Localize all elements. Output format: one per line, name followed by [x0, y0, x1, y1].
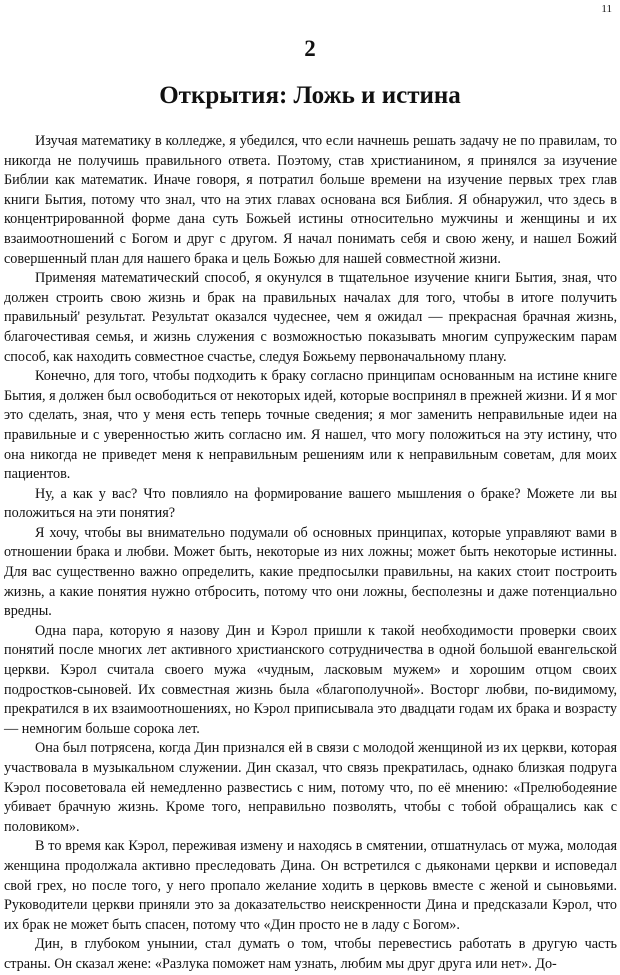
paragraph: Одна пара, которую я назову Дин и Кэрол пришли к такой необходимости проверки своих понятий после многих лет активного христианского сотрудничества в одной большой евангельской церкви. Кэрол считала своего мужа «чудным, ласковым мужем» и хорошим отцом своих подростков-сыновей. Их совместная жизнь была «благополучной». Восторг любви, по-видимому, прекратился в их взаимоотношениях, но Кэрол приписывала это двадцати годам их брака и возрасту — немногим больше сорока лет.: [4, 622, 617, 737]
paragraph: Дин, в глубоком унынии, стал думать о том, чтобы перевестись работать в другую часть страны. Он сказал жене: «Разлука поможет нам узнать, любим мы друг друга или нет». До-: [4, 936, 617, 972]
page-number: 11: [601, 3, 612, 15]
paragraph: Применяя математический способ, я окунулся в тщательное изучение книги Бытия, зная, что должен строить свою жизнь и брак на правильных началах для того, чтобы в итоге получить правильный' результат. Результат оказался чудеснее, чем я ожидал — прекрасная брачная жизнь, благочестивая семья, и жизнь служения с возможностью показывать многим супружеским парам способ, как находить совместное счастье, следуя Божьему первоначальному плану.: [4, 270, 617, 365]
paragraph: Изучая математику в колледже, я убедился, что если начнешь решать задачу не по правилам, то никогда не получишь правильного ответа. Поэтому, став христианином, я принялся за изучение Библии как математик. Иначе говоря, я потратил больше времени на изучение первых трех глав книги Бытия, потому что знал, что на этих главах основана вся Библия. Я обнаружил, что здесь в концентрированной форме дана суть Божьей истины относительно мужчины и женщины и их взаимоотношений с Богом и друг с другом. Я начал понимать себя и свою жену, и нашел Божий совершенный план для нашего брака и цель Божью для нашей совместной жизни.: [4, 133, 617, 267]
paragraph: В то время как Кэрол, переживая измену и находясь в смятении, отшатнулась от мужа, молодая женщина продолжала активно преследовать Дина. Он встретился с дьяконами церкви и исповедал свой грех, но после того, у него пропало желание ходить в церковь вместе с женой и сыновьями. Руководители церкви приняли это за доказательство неискренности Дина и предсказали Кэрол, что их брак не может быть спасен, потому что «Дин просто не в ладу с Богом».: [4, 838, 617, 933]
chapter-number: 2: [304, 36, 316, 61]
paragraph: Я хочу, чтобы вы внимательно подумали об основных принципах, которые управляют вами в отношении брака и любви. Может быть, некоторые из них ложны; может быть некоторые истинны. Для вас существенно важно определить, какие предпосылки правильны, на каких стоит построить жизнь, а какие понятия нужно отбросить, потому что они ложны, бесполезны и даже потенциально вредны.: [4, 524, 617, 620]
chapter-body: [4, 132, 617, 975]
paragraph: Она был потрясена, когда Дин признался ей в связи с молодой женщиной из их церкви, которая участвовала в музыкальном служении. Дин сказал, что связь прекратилась, однако близкая подруга Кэрол посоветовала ей немедленно развестись с ним, потому что, по её мнению: «Прелюбодеяние убивает брачную жизнь. Кроме того, неправильно позволять, чтобы с тобой обращались как с половиком».: [4, 740, 617, 835]
chapter-title: Открытия: Ложь и истина: [159, 82, 461, 109]
paragraph: Конечно, для того, чтобы подходить к браку согласно принципам основанным на истине книге Бытия, я должен был освободиться от некоторых идей, которые воспринял в прежней жизни. И я мог это сделать, зная, что у меня есть теперь точные сведения; я мог заменить неправильные идеи на правильные и с уверенностью жить согласно им. Я нашел, что могу положиться на эту истину, что она никогда не приведет меня к неправильным решениям или к неправильным советам, для моих пациентов.: [4, 368, 617, 483]
paragraph: Ну, а как у вас? Что повлияло на формирование вашего мышления о браке? Можете ли вы положиться на эти понятия?: [4, 485, 617, 522]
